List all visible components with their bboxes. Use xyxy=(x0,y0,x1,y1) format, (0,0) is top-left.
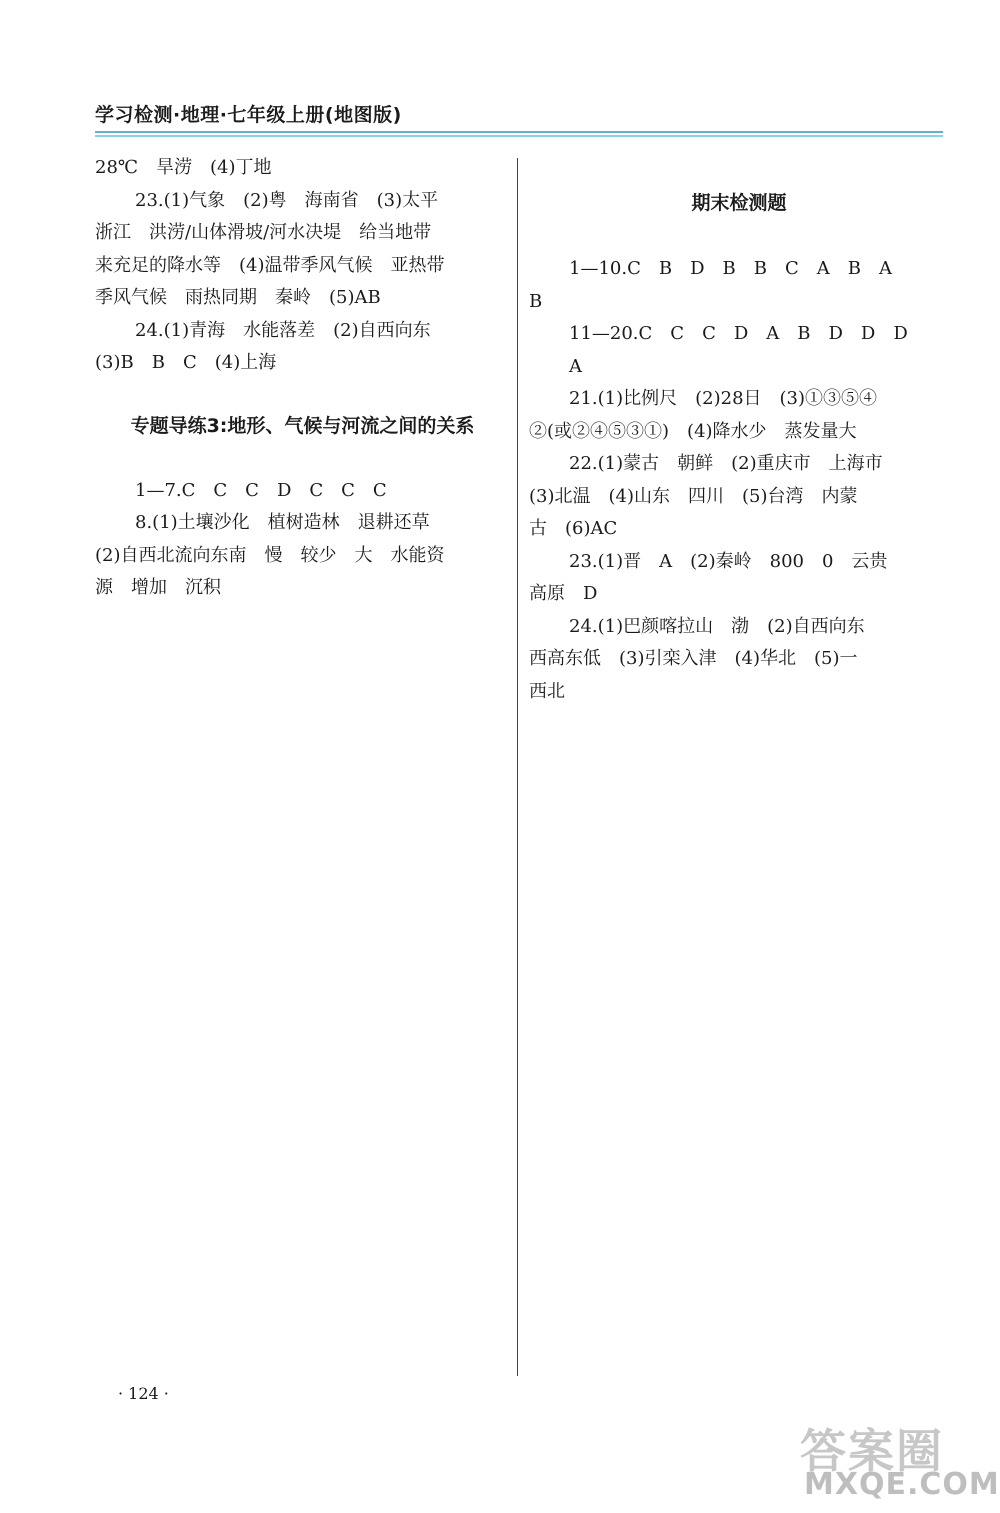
left-answers-top xyxy=(95,152,510,380)
answer-line: 23.(1)气象 (2)粤 海南省 (3)太平 xyxy=(135,189,439,211)
left-answers-bottom xyxy=(95,475,510,605)
answer-line: 高原 D xyxy=(529,583,598,604)
answer-line: 1—7.C C C D C C C xyxy=(135,479,387,501)
page-number: · 124 · xyxy=(118,1384,169,1403)
answer-line: ②(或②④⑤③①) (4)降水少 蒸发量大 xyxy=(529,420,857,442)
right-column xyxy=(529,187,949,708)
answer-line: B xyxy=(529,290,543,312)
answer-line: 24.(1)青海 水能落差 (2)自西向东 xyxy=(135,319,431,341)
answer-line: 8.(1)土壤沙化 植树造林 退耕还草 xyxy=(135,512,430,533)
answer-line: (3)北温 (4)山东 四川 (5)台湾 内蒙 xyxy=(529,485,858,507)
answer-line: (2)自西北流向东南 慢 较少 大 水能资 xyxy=(95,544,445,566)
answer-line: 22.(1)蒙古 朝鲜 (2)重庆市 上海市 xyxy=(569,453,883,474)
answer-line: 浙江 洪涝/山体滑坡/河水决堤 给当地带 xyxy=(95,222,432,243)
answer-line: 24.(1)巴颜喀拉山 渤 (2)自西向东 xyxy=(569,615,865,637)
answer-line: 西高东低 (3)引栾入津 (4)华北 (5)一 xyxy=(529,648,858,669)
column-divider xyxy=(517,158,518,1376)
answer-line: 28℃ 旱涝 (4)丁地 xyxy=(95,157,272,178)
answer-line: 21.(1)比例尺 (2)28日 (3)①③⑤④ xyxy=(569,388,878,409)
answer-line: 23.(1)晋 A (2)秦岭 800 0 云贵 xyxy=(569,550,888,572)
watermark-site: MXQE.COM xyxy=(804,1467,1000,1502)
running-header: 学习检测·地理·七年级上册(地图版) xyxy=(95,104,402,126)
watermark-text: 答案圈 xyxy=(800,1424,944,1478)
watermark-logo xyxy=(800,1415,1000,1513)
answer-line: (3)B B C (4)上海 xyxy=(95,352,277,373)
section-title-final-exam: 期末检测题 xyxy=(691,192,787,214)
header-rule xyxy=(95,131,943,137)
answer-line: 源 增加 沉积 xyxy=(95,577,221,598)
answer-line: A xyxy=(569,355,582,377)
answer-line: 季风气候 雨热同期 秦岭 (5)AB xyxy=(95,287,381,308)
answer-line: 来充足的降水等 (4)温带季风气候 亚热带 xyxy=(95,254,445,276)
left-column xyxy=(95,152,510,605)
answer-line: 古 (6)AC xyxy=(529,518,618,539)
answer-line: 西北 xyxy=(529,680,565,702)
section-title-topic3: 专题导练3:地形、气候与河流之间的关系 xyxy=(130,414,475,437)
answer-line: 11—20.C C C D A B D D D xyxy=(569,323,908,344)
answer-line: 1—10.C B D B B C A B A xyxy=(569,258,892,279)
right-answers xyxy=(529,253,949,708)
